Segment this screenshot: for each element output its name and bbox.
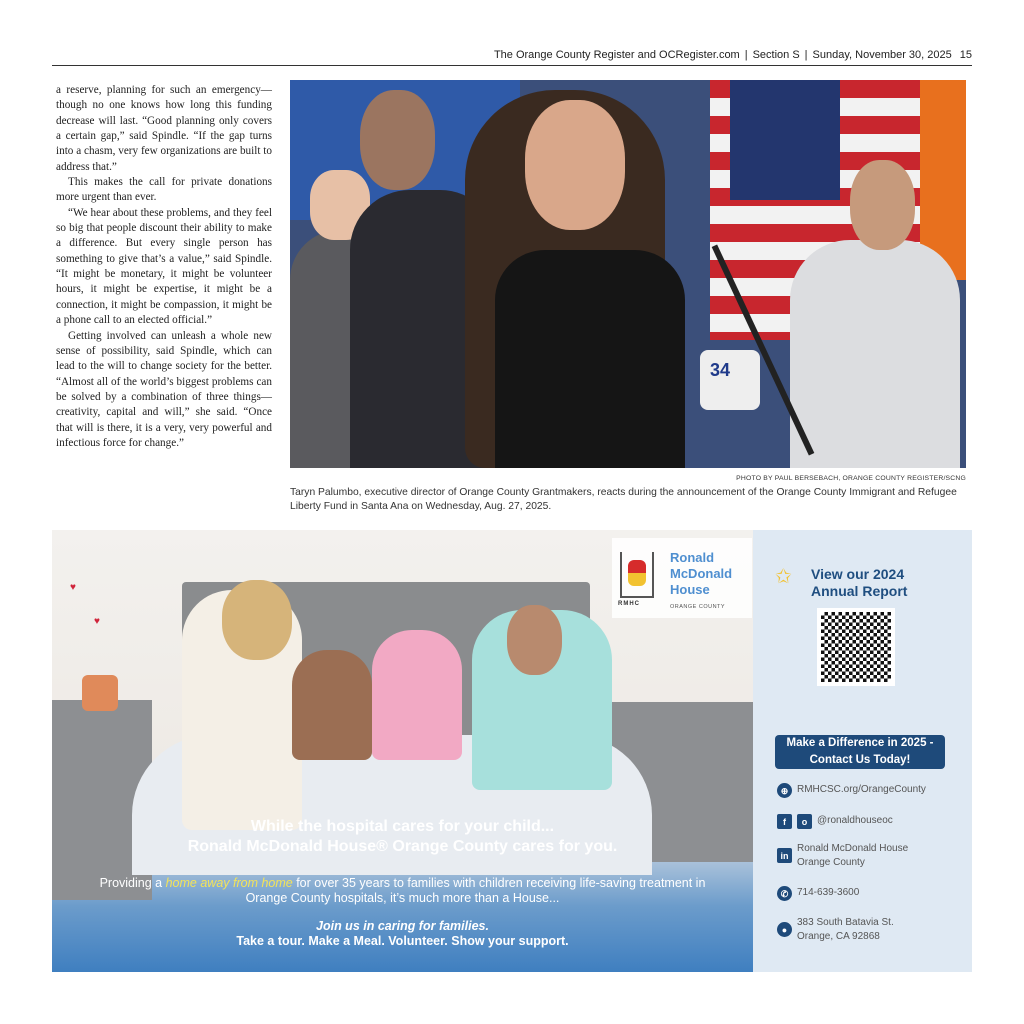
linkedin-link[interactable]: in Ronald McDonald House Orange County xyxy=(777,842,908,870)
article-paragraph: This makes the call for private donations more urgent than ever. xyxy=(56,176,272,204)
phone-icon: ✆ xyxy=(777,886,792,901)
annual-report-title: View our 2024 Annual Report xyxy=(811,566,908,599)
article-paragraph: a reserve, planning for such an emergency—though no one knows how long this funding decrease will last. “Good planning only covers a certain gap,” said Spindle. “If the gap turns into a chasm, very few organizations are built to address that.” xyxy=(56,84,272,173)
shooting-star-icon: ✩ xyxy=(775,566,792,588)
page-number: 15 xyxy=(959,49,972,61)
article-paragraph: “We hear about these problems, and they feel so big that people discount their ability to make a difference. But every single person has something to give that’s a value,” said Spindle. “It might be monetary, it might be volunteer hours, it might be expertise, it might be a connection, it might be compassion, it might be a phone call to an elected official.” xyxy=(56,206,272,327)
instagram-icon: o xyxy=(797,814,812,829)
section-label: Section S xyxy=(752,49,800,61)
contact-us-banner: Make a Difference in 2025 - Contact Us Today! xyxy=(775,735,945,769)
ad-contact-panel xyxy=(753,530,972,972)
article-column xyxy=(56,83,272,451)
house-logo-icon xyxy=(620,552,654,598)
publication-name: The Orange County Register and OCRegister.com xyxy=(493,49,740,61)
photo-caption: Taryn Palumbo, executive director of Orange County Grantmakers, reacts during the announcement of the Orange County Immigrant and Refugee Liberty Fund in Santa Ana on Wednesday, Aug. 27, 2025. xyxy=(290,487,957,512)
website-link[interactable]: ⊕ RMHCSC.org/OrangeCounty xyxy=(777,783,926,798)
article-paragraph: Getting involved can unleash a whole new sense of possibility, said Spindle, which can lead to the will to change society for the better. “Almost all of the world’s biggest problems can be solved by a combination of three things—creativity, capital and will,” she said. “Once that will is there, it is a very, very powerful and infectious force for change.” xyxy=(56,329,272,449)
heart-icon: ♥ xyxy=(70,582,76,593)
location-pin-icon: ● xyxy=(777,922,792,937)
tv-mic-flag: 34 xyxy=(700,350,760,410)
page-header: The Orange County Register and OCRegister.com | Section S | Sunday, November 30, 2025 15 xyxy=(493,49,972,61)
ad-call-to-action: Join us in caring for families. Take a tour. Make a Meal. Volunteer. Show your support. xyxy=(236,919,569,948)
phone-number[interactable]: ✆ 714-639-3600 xyxy=(777,886,859,901)
ad-body: Providing a home away from home for over 35 years to families with children receiving life-saving treatment in Orange County hospitals, it’s much more than a House... xyxy=(99,876,706,905)
header-rule xyxy=(52,65,972,66)
issue-date: Sunday, November 30, 2025 xyxy=(812,49,952,61)
rmhc-logo: RMHC Ronald McDonald House ORANGE COUNTY xyxy=(612,538,752,618)
news-photo xyxy=(290,80,966,468)
advertisement xyxy=(52,530,972,972)
ad-headline: While the hospital cares for your child... Ronald McDonald House® Orange County cares for you. xyxy=(187,818,618,855)
globe-icon: ⊕ xyxy=(777,783,792,798)
linkedin-icon: in xyxy=(777,848,792,863)
social-handle[interactable]: f o @ronaldhouseoc xyxy=(777,814,893,829)
address: ● 383 South Batavia St. Orange, CA 92868 xyxy=(777,916,894,944)
facebook-icon: f xyxy=(777,814,792,829)
photo-credit: PHOTO BY PAUL BERSEBACH, ORANGE COUNTY REGISTER/SCNG xyxy=(736,475,966,482)
qr-code[interactable] xyxy=(817,608,895,686)
heart-icon: ♥ xyxy=(94,616,100,627)
